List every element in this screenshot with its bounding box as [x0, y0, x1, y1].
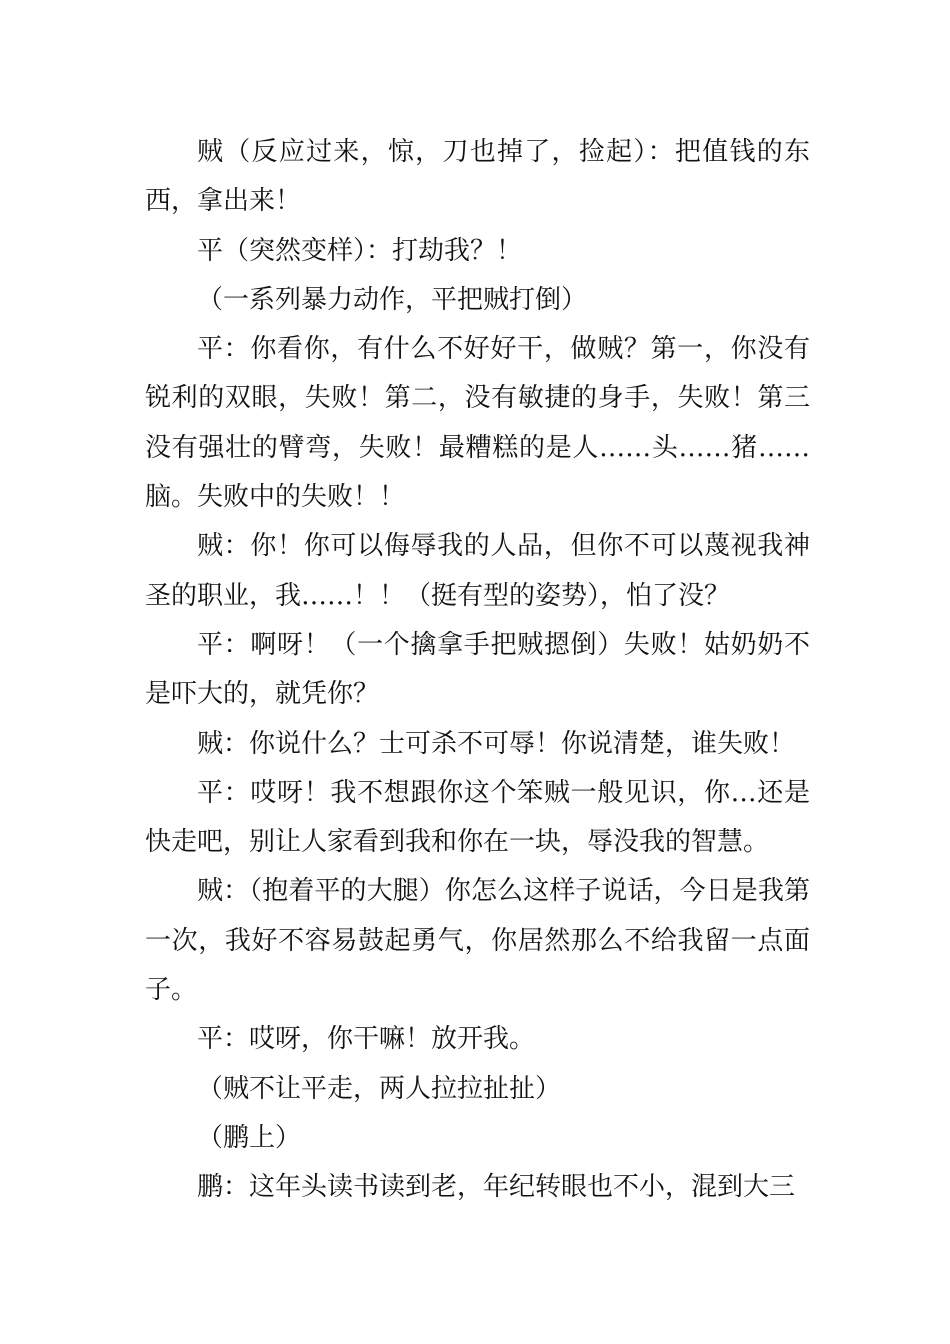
- dialogue-paragraph: 平：哎呀，你干嘛！放开我。: [197, 1024, 536, 1055]
- stage-direction: （贼不让平走，两人拉拉扯扯）: [197, 1073, 562, 1104]
- dialogue-paragraph: 贼（反应过来，惊，刀也掉了，捡起）：把值钱的东西，拿出来！: [145, 137, 810, 217]
- script-text: [145, 128, 810, 1213]
- dialogue-paragraph: 贼：你！你可以侮辱我的人品，但你不可以蔑视我神圣的职业，我……！！（挺有型的姿势），怕了没？: [145, 531, 810, 611]
- dialogue-paragraph: 鹏：这年头读书读到老，年纪转眼也不小，混到大三: [197, 1172, 796, 1203]
- stage-direction: （一系列暴力动作，平把贼打倒）: [197, 284, 588, 315]
- dialogue-paragraph: 平：啊呀！（一个擒拿手把贼摁倒）失败！姑奶奶不是吓大的，就凭你？: [145, 629, 810, 710]
- dialogue-paragraph: 平（突然变样）：打劫我？！: [197, 235, 523, 266]
- dialogue-paragraph: 平：你看你，有什么不好好干，做贼？第一，你没有锐利的双眼，失败！第二，没有敏捷的身手，失败！第三没有强壮的臂弯，失败！最糟糕的是人……头……猪……脑。失败中的失败！！: [145, 334, 810, 513]
- stage-direction: （鹏上）: [197, 1122, 302, 1153]
- dialogue-paragraph: 平：哎呀！我不想跟你这个笨贼一般见识，你…还是快走吧，别让人家看到我和你在一块，辱没我的智慧。: [145, 777, 810, 858]
- dialogue-paragraph: 贼：（抱着平的大腿）你怎么这样子说话，今日是我第一次，我好不容易鼓起勇气，你居然那么不给我留一点面子。: [145, 876, 810, 1006]
- dialogue-paragraph: 贼：你说什么？士可杀不可辱！你说清楚，谁失败！: [197, 728, 796, 759]
